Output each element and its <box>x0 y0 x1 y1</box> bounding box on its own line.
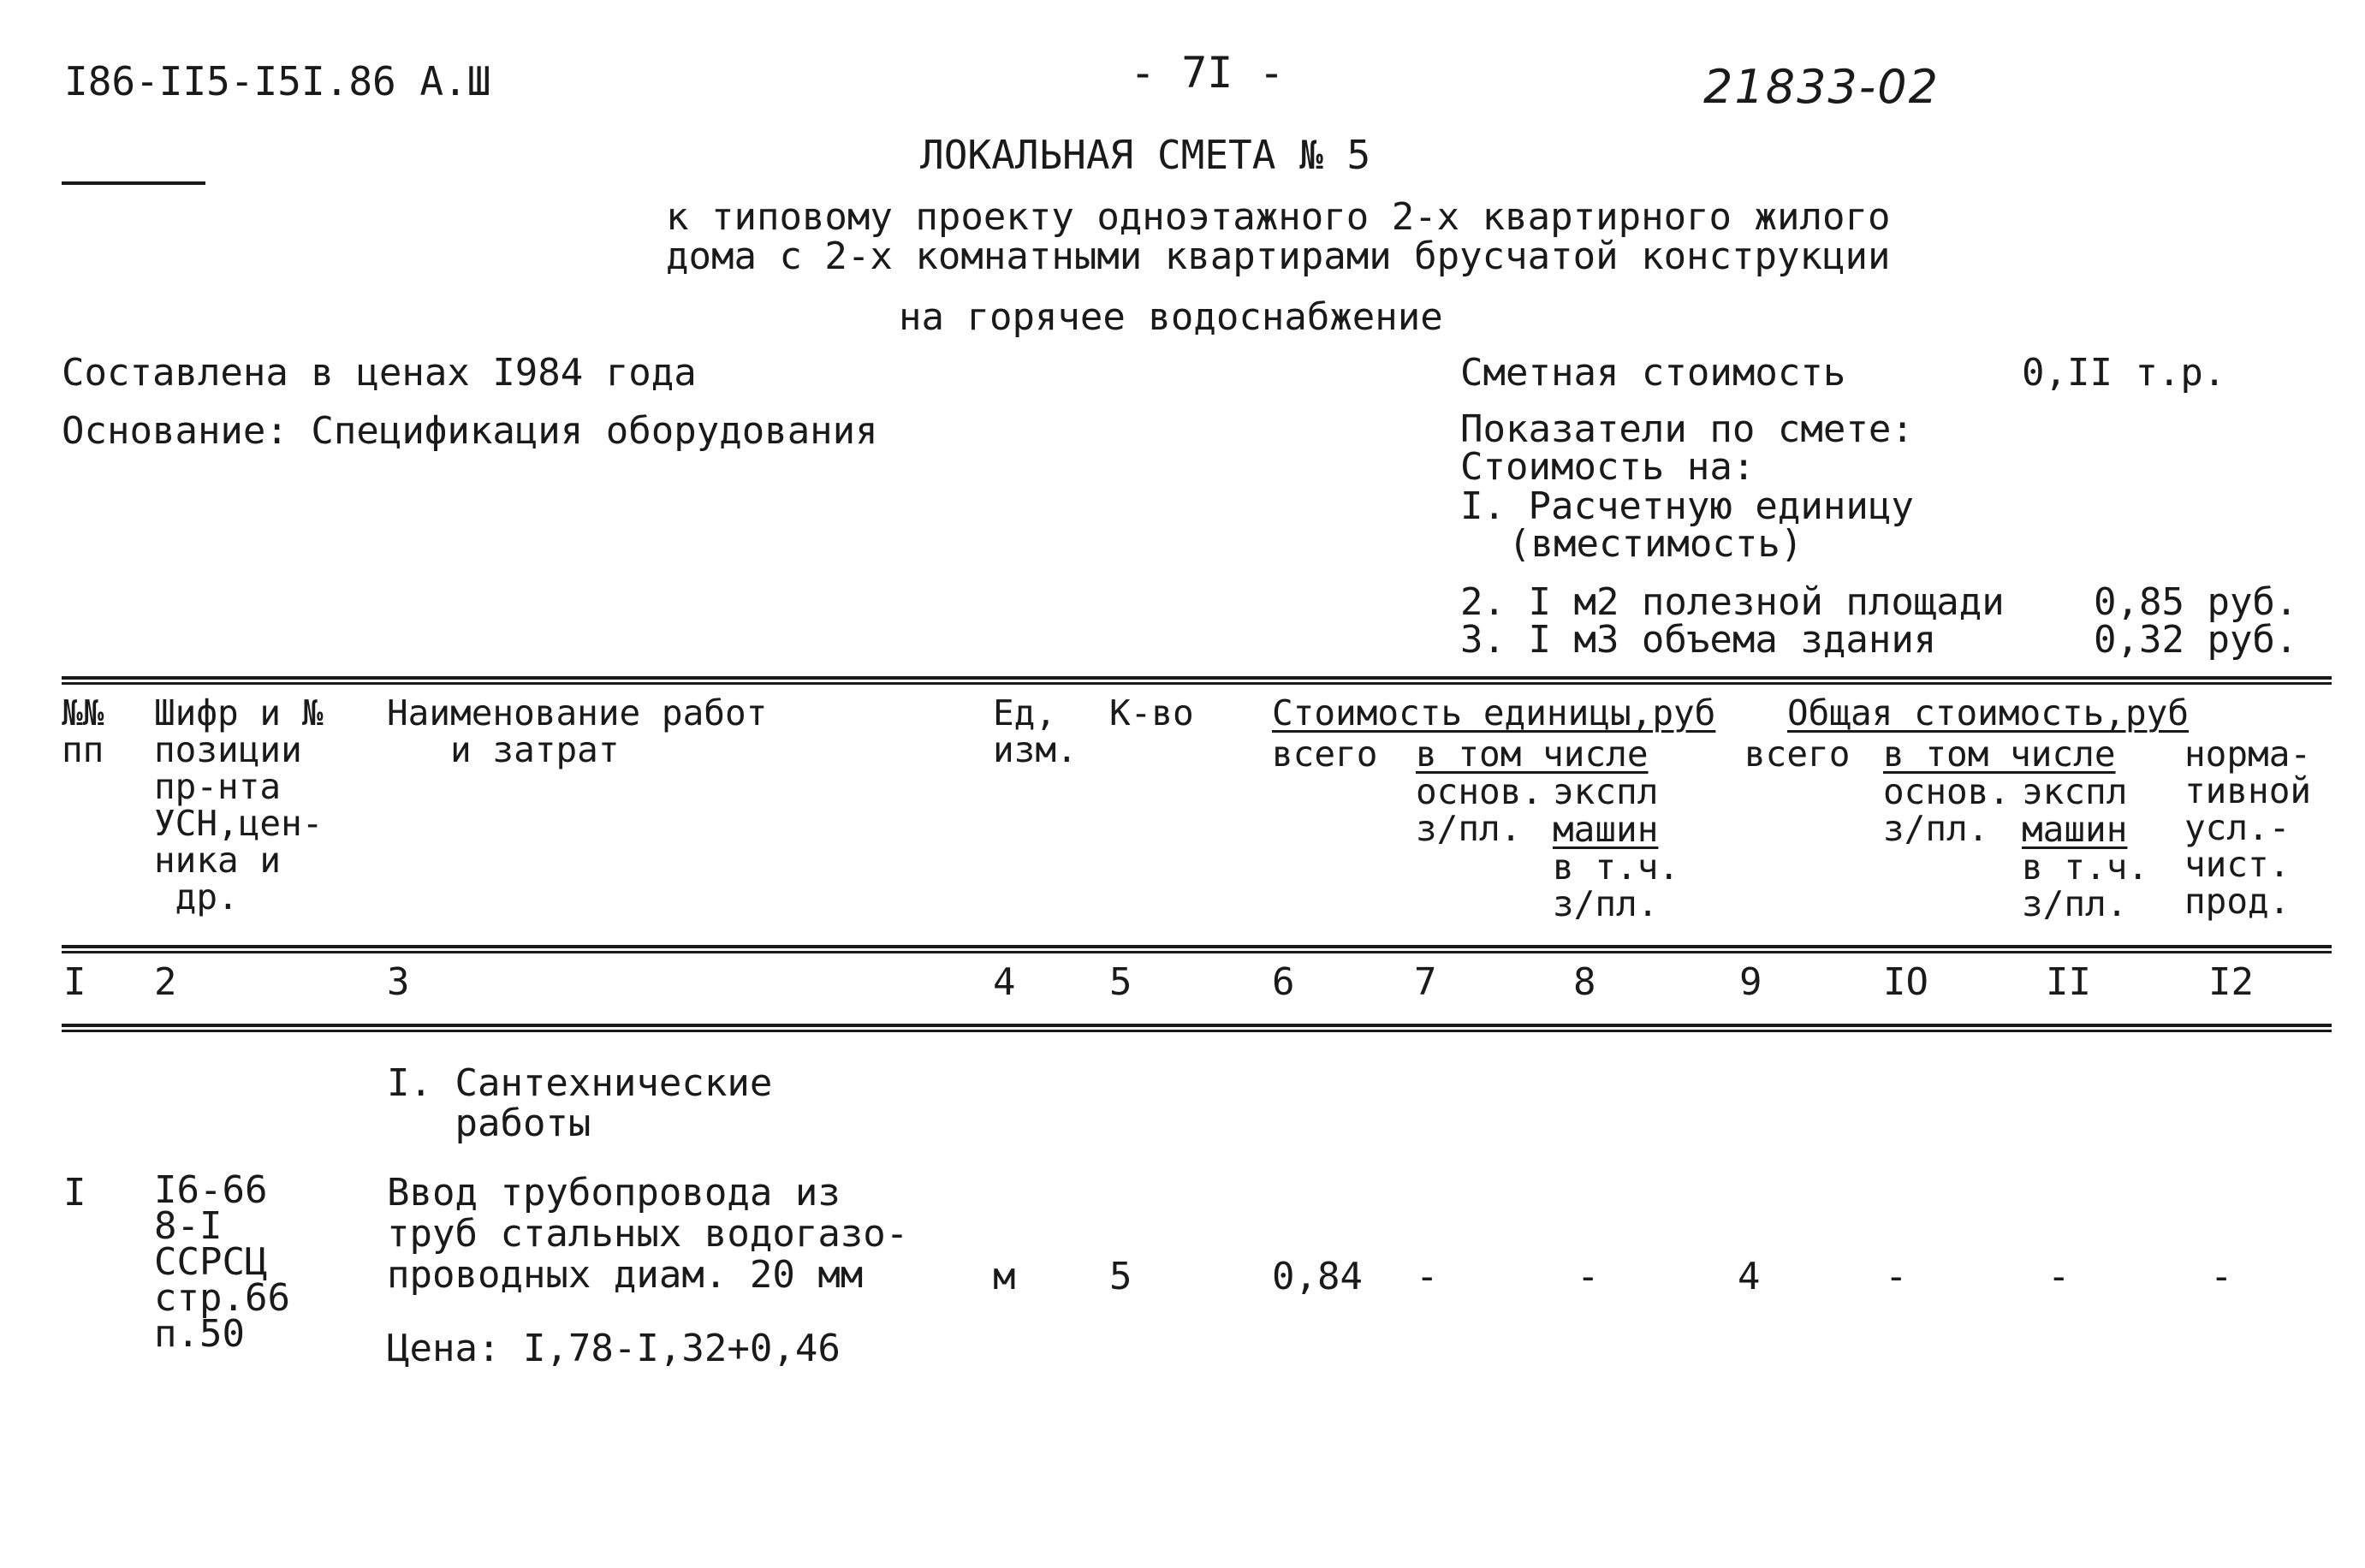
column-number: I2 <box>2208 960 2254 1004</box>
header-normative-output: норма- тивной усл.- чист. прод. <box>2184 734 2312 922</box>
indicator-3-value: 0,32 руб. <box>2094 618 2298 662</box>
cost-per-label: Стоимость на: <box>1460 445 1756 489</box>
column-numbers-rule <box>62 1024 2332 1027</box>
header-work-name: Наименование работ и затрат <box>387 692 768 770</box>
row-code: I6-66 8-I ССРСЦ стр.66 п.50 <box>154 1168 290 1356</box>
row-unit-basic-wage: - <box>1416 1255 1439 1298</box>
row-unit: м <box>993 1255 1016 1298</box>
column-number: 2 <box>154 960 177 1004</box>
column-number: 7 <box>1414 960 1437 1004</box>
header-unit: Ед, изм. <box>993 692 1078 770</box>
row-total-machine-op: - <box>2047 1255 2071 1298</box>
column-number: 6 <box>1272 960 1295 1004</box>
column-number: 9 <box>1739 960 1762 1004</box>
row-total-basic-wage: - <box>1885 1255 1908 1298</box>
column-numbers-rule-2 <box>62 1030 2332 1032</box>
estimate-basis: Основание: Спецификация оборудования <box>62 409 878 453</box>
column-number: 4 <box>993 960 1016 1004</box>
prices-basis-year: Составлена в ценах I984 года <box>62 351 697 395</box>
estimated-cost-label: Сметная стоимость <box>1460 351 1846 395</box>
archive-stamp: 21833-02 <box>1703 60 1940 114</box>
estimated-cost-value: 0,II т.р. <box>2022 351 2226 395</box>
page-number: - 7I - <box>1130 48 1285 98</box>
row-price-formula: Цена: I,78-I,32+0,46 <box>387 1327 841 1370</box>
column-number: 8 <box>1573 960 1596 1004</box>
table-top-rule-2 <box>62 682 2332 685</box>
row-number: I <box>63 1171 86 1215</box>
header-quantity: К-во <box>1109 692 1194 734</box>
header-item-no: №№ пп <box>62 692 104 770</box>
indicator-2-value: 0,85 руб. <box>2094 580 2298 624</box>
header-total-all: всего <box>1744 734 1851 775</box>
indicators-label: Показатели по смете: <box>1460 407 1914 451</box>
row-total: 4 <box>1738 1255 1761 1298</box>
header-unit-cost-group: Стоимость единицы,руб <box>1272 692 1716 734</box>
header-unit-machine-wage: в т.ч. з/пл. <box>1553 846 1680 924</box>
header-unit-basic-wage: основ. з/пл. <box>1416 771 1543 849</box>
header-unit-machine-op: экспл <box>1553 771 1659 812</box>
row-quantity: 5 <box>1109 1255 1132 1298</box>
header-total-including: в том числе <box>1883 734 2116 775</box>
row-unit-machine-op: - <box>1577 1255 1600 1298</box>
header-bottom-rule-2 <box>62 951 2332 953</box>
header-total-basic-wage: основ. з/пл. <box>1883 771 2011 849</box>
row-work-name: Ввод трубопровода из труб стальных водогазо- проводных диам. 20 мм <box>387 1171 909 1297</box>
column-number: I <box>63 960 86 1004</box>
header-code: Шифр и № позиции пр-нта УСН,цен- ника и др. <box>154 692 324 918</box>
column-number: II <box>2046 960 2091 1004</box>
indicator-1: I. Расчетную единицу <box>1460 484 1914 528</box>
header-bottom-rule <box>62 945 2332 948</box>
header-total-machine-wage: в т.ч. з/пл. <box>2022 846 2149 924</box>
header-unit-all: всего <box>1272 734 1378 775</box>
estimate-heading: ЛОКАЛЬНАЯ СМЕТА № 5 <box>920 132 1371 178</box>
header-unit-including: в том числе <box>1416 734 1649 775</box>
header-total-cost-group: Общая стоимость,руб <box>1787 692 2189 734</box>
short-rule <box>62 181 205 185</box>
section-title: I. Сантехнические работы <box>387 1061 773 1145</box>
column-number: 3 <box>387 960 410 1004</box>
row-normative-output: - <box>2210 1255 2233 1298</box>
row-unit-total: 0,84 <box>1272 1255 1363 1298</box>
table-top-rule <box>62 676 2332 680</box>
indicator-2: 2. I м2 полезной площади <box>1460 580 2005 624</box>
column-number: 5 <box>1109 960 1132 1004</box>
title-line-2: дома с 2-х комнатными квартирами брусчатой конструкции <box>666 235 1891 278</box>
title-line-3: на горячее водоснабжение <box>899 295 1443 339</box>
header-unit-machines: машин <box>1553 809 1659 850</box>
header-total-machine-op: экспл <box>2022 771 2128 812</box>
title-line-1: к типовому проекту одноэтажного 2-х квартирного жилого <box>666 195 1891 239</box>
column-number: IO <box>1883 960 1928 1004</box>
doc-code: I86-II5-I5I.86 A.Ш <box>64 58 491 104</box>
indicator-3: 3. I м3 объема здания <box>1460 618 1937 662</box>
header-total-machines: машин <box>2022 809 2128 850</box>
indicator-1-note: (вместимость) <box>1508 522 1803 566</box>
